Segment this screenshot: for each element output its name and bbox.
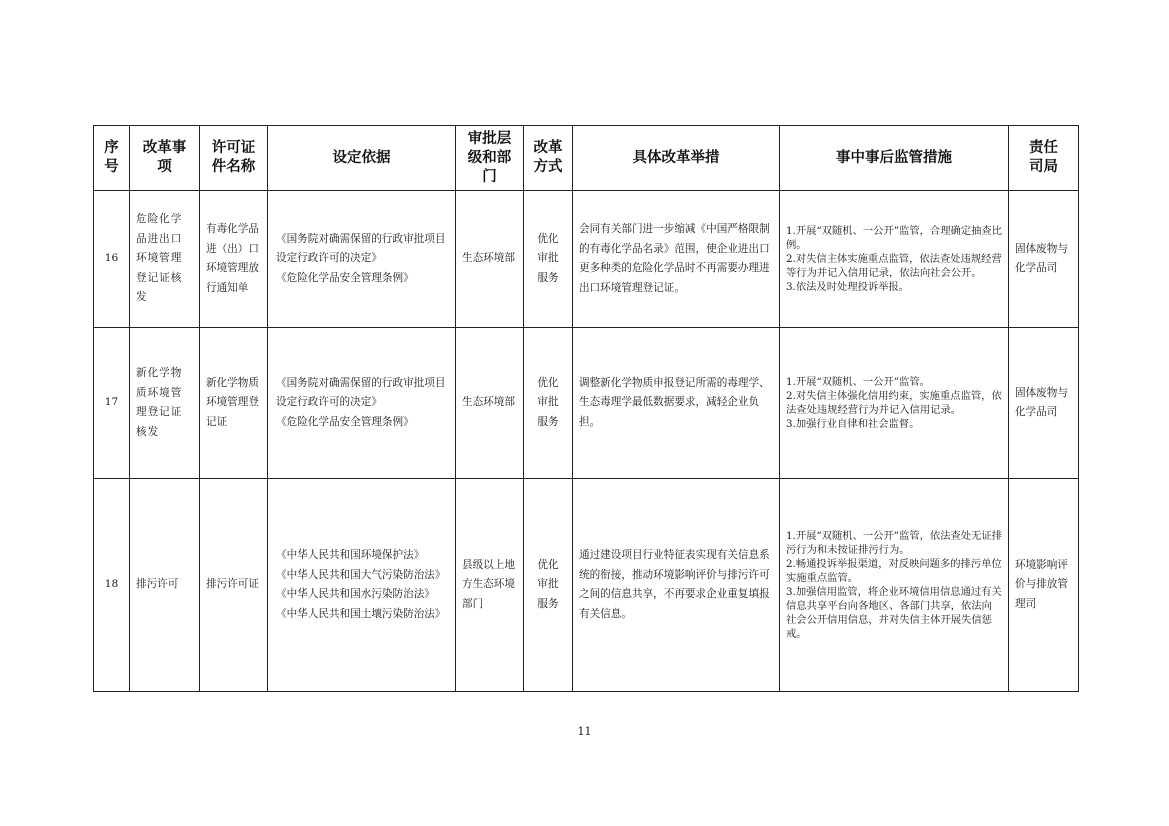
header-measures: 具体改革举措 <box>573 126 780 191</box>
table-row <box>94 191 1079 328</box>
responsible-department: 固体废物与化学品司 <box>1015 242 1068 274</box>
supervision-line: 1.开展“双随机、一公开”监管，依法查处无证排污行为和未按证排污行为。 <box>786 530 1002 556</box>
license-name: 有毒化学品进（出）口环境管理放行通知单 <box>206 223 259 294</box>
table-row <box>94 328 1079 479</box>
legal-basis-line: 《中华人民共和国土壤污染防治法》 <box>276 607 446 620</box>
supervision-line: 2.畅通投诉举报渠道，对反映问题多的排污单位实施重点监管。 <box>786 558 1002 584</box>
header-supervision: 事中事后监管措施 <box>780 126 1009 191</box>
approval-level: 县级以上地方生态环境部门 <box>462 558 515 610</box>
department-cell <box>1009 328 1079 479</box>
supervision-line: 3.加强行业自律和社会监督。 <box>786 418 920 430</box>
legal-basis-line: 《国务院对确需保留的行政审批项目设定行政许可的决定》 <box>276 232 446 265</box>
approval-level: 生态环境部 <box>462 252 515 265</box>
reform-item: 新化学物质环境管理登记证核发 <box>136 367 183 438</box>
row-index: 16 <box>94 191 130 328</box>
license-name: 排污许可证 <box>206 578 259 591</box>
department-cell <box>1009 479 1079 692</box>
reform-item-cell <box>130 328 200 479</box>
reform-measures: 通过建设项目行业特征表实现有关信息系统的衔接，推动环境影响评价与排污许可之间的信息共享，不再要求企业重复填报有关信息。 <box>579 549 770 620</box>
supervision-line: 2.对失信主体强化信用约束，实施重点监管，依法查处违规经营行为并记入信用记录。 <box>786 390 1002 416</box>
header-basis: 设定依据 <box>268 126 456 191</box>
legal-basis-cell <box>268 191 456 328</box>
header-row <box>94 126 1079 191</box>
supervision-line: 2.对失信主体实施重点监管，依法查处违规经营等行为并记入信用记录，依法向社会公开。 <box>786 253 1002 279</box>
header-method: 改革方式 <box>524 126 573 191</box>
department-cell <box>1009 191 1079 328</box>
row-index: 18 <box>94 479 130 692</box>
reform-table <box>93 125 1079 692</box>
supervision-line: 1.开展“双随机、一公开”监管，合理确定抽查比例。 <box>786 225 1002 251</box>
legal-basis-line: 《中华人民共和国环境保护法》 <box>276 549 425 561</box>
reform-method: 优化审批服务 <box>537 558 559 610</box>
supervision-cell <box>780 191 1009 328</box>
reform-method-cell <box>524 328 573 479</box>
reform-measures-cell <box>573 479 780 692</box>
page-number: 11 <box>577 725 592 738</box>
legal-basis-line: 《中华人民共和国水污染防治法》 <box>276 588 435 600</box>
header-item: 改革事项 <box>130 126 200 191</box>
row-index: 17 <box>94 328 130 479</box>
license-name-cell <box>200 479 268 692</box>
license-name-cell <box>200 328 268 479</box>
legal-basis-line: 《危险化学品安全管理条例》 <box>276 415 414 428</box>
legal-basis-cell <box>268 479 456 692</box>
supervision-line: 3.加强信用监管，将企业环境信用信息通过有关信息共享平台向各地区、各部门共享，依法向社会公开信用信息，并对失信主体开展失信惩戒。 <box>786 586 1002 640</box>
supervision-line: 1.开展“双随机、一公开”监管。 <box>786 376 930 388</box>
reform-item-cell <box>130 479 200 692</box>
legal-basis-line: 《中华人民共和国大气污染防治法》 <box>276 568 446 581</box>
header-level: 审批层级和部门 <box>456 126 524 191</box>
reform-item: 排污许可 <box>136 578 179 591</box>
legal-basis-line: 《危险化学品安全管理条例》 <box>276 271 414 284</box>
approval-level-cell <box>456 479 524 692</box>
reform-measures-cell <box>573 191 780 328</box>
reform-method: 优化审批服务 <box>537 376 559 428</box>
table-row <box>94 479 1079 692</box>
approval-level-cell <box>456 328 524 479</box>
license-name-cell <box>200 191 268 328</box>
supervision-cell <box>780 328 1009 479</box>
reform-measures-cell <box>573 328 780 479</box>
responsible-department: 固体废物与化学品司 <box>1015 386 1068 418</box>
reform-method-cell <box>524 479 573 692</box>
responsible-department: 环境影响评价与排放管理司 <box>1015 558 1068 610</box>
reform-method: 优化审批服务 <box>537 232 559 284</box>
reform-method-cell <box>524 191 573 328</box>
approval-level: 生态环境部 <box>462 396 515 409</box>
legal-basis-line: 《国务院对确需保留的行政审批项目设定行政许可的决定》 <box>276 376 446 409</box>
header-index: 序号 <box>94 126 130 191</box>
legal-basis-cell <box>268 328 456 479</box>
supervision-cell <box>780 479 1009 692</box>
supervision-line: 3.依法及时处理投诉举报。 <box>786 281 910 293</box>
reform-item: 危险化学品进出口环境管理登记证核发 <box>136 213 183 304</box>
header-license: 许可证件名称 <box>200 126 268 191</box>
reform-measures: 会同有关部门进一步缩减《中国严格限制的有毒化学品名录》范围，使企业进出口更多种类的危险化学品时不再需要办理进出口环境管理登记证。 <box>579 223 770 294</box>
header-department: 责任司局 <box>1009 126 1079 191</box>
license-name: 新化学物质环境管理登记证 <box>206 376 259 428</box>
approval-level-cell <box>456 191 524 328</box>
reform-measures: 调整新化学物质申报登记所需的毒理学、生态毒理学最低数据要求，减轻企业负担。 <box>579 376 770 428</box>
reform-item-cell <box>130 191 200 328</box>
